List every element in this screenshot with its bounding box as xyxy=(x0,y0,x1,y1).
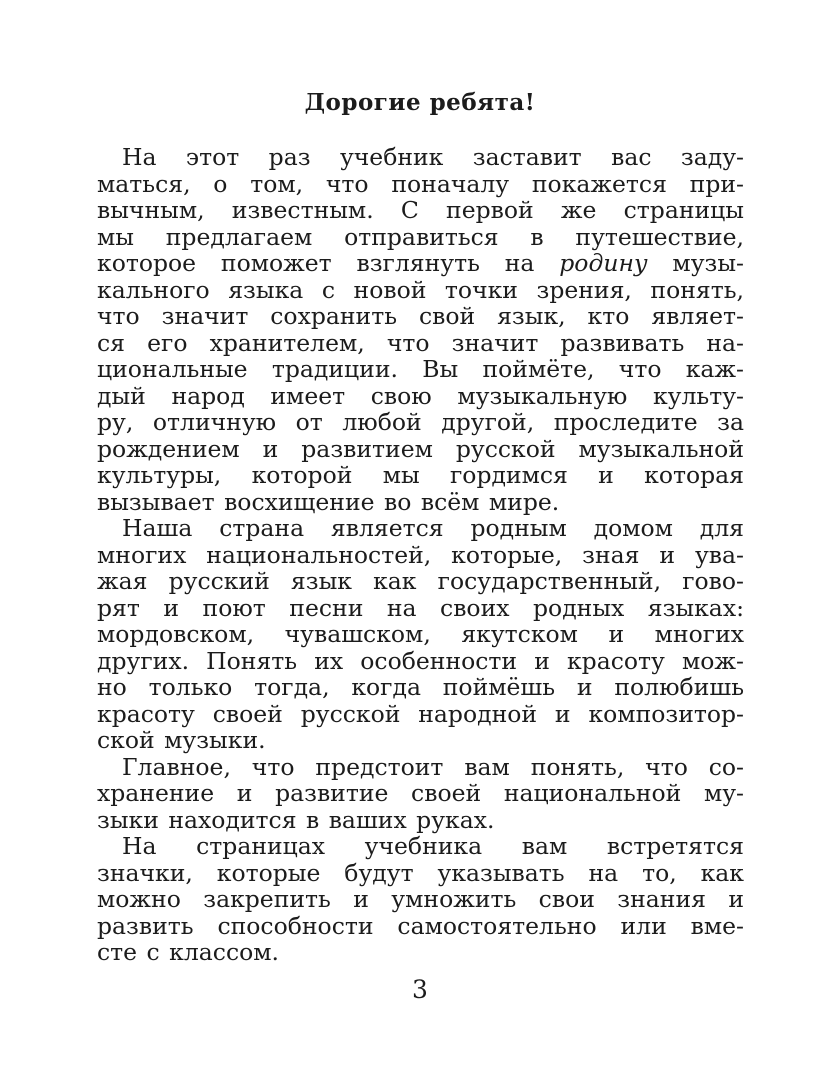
text-line: маться, о том, что поначалу покажется при- xyxy=(97,169,744,198)
page-number: 3 xyxy=(412,975,428,1004)
text-line: ской музыки. xyxy=(97,726,266,754)
text-line: значки, которые будут указывать на то, как xyxy=(97,858,744,887)
text-line: зыки находится в ваших руках. xyxy=(97,805,495,834)
text-line: мордовском, чувашском, якутском и многих xyxy=(97,620,744,648)
text-line: мы предлагаем отправиться в путешествие, xyxy=(97,222,744,251)
emphasized-word: родину xyxy=(559,249,648,277)
text-line: сте с классом. xyxy=(97,938,280,966)
text-line: других. Понять их особенности и красоту мож- xyxy=(97,646,744,675)
text-line: рождением и развитием русской музыкальной xyxy=(97,434,744,463)
text-line: можно закрепить и умножить свои знания и xyxy=(97,885,744,913)
text-line: что значит сохранить свой язык, кто являет- xyxy=(97,302,744,330)
text-line: рят и поют песни на своих родных языках: xyxy=(97,593,744,622)
text-line: хранение и развитие своей национальной му- xyxy=(97,779,744,807)
page-title: Дорогие ребята! xyxy=(304,89,536,116)
text-line: красоту своей русской народной и композитор- xyxy=(97,699,744,728)
text-line: но только тогда, когда поймёшь и полюбишь xyxy=(97,673,744,701)
text-line: циональные традиции. Вы поймёте, что каж- xyxy=(97,355,744,383)
text-line: Наша страна является родным домом для xyxy=(122,514,744,542)
text-line: ру, отличную от любой другой, проследите за xyxy=(97,408,744,436)
text-line: Главное, что предстоит вам понять, что со- xyxy=(122,752,744,781)
text-line: ся его хранителем, что значит развивать на- xyxy=(97,328,744,357)
text-line: дый народ имеет свою музыкальную культу- xyxy=(97,381,744,410)
text-line: культуры, которой мы гордимся и которая xyxy=(97,461,744,489)
text-line: кального языка с новой точки зрения, понять, xyxy=(97,275,744,304)
text-line: развить способности самостоятельно или вме- xyxy=(97,911,744,940)
text-line: многих национальностей, которые, зная и ува- xyxy=(97,540,744,569)
text-line: жая русский язык как государственный, гово- xyxy=(97,567,744,595)
text-line: вычным, известным. С первой же страницы xyxy=(97,196,744,224)
text-line: которое поможет взглянуть на родину музы- xyxy=(97,249,744,277)
text-line: На этот раз учебник заставит вас заду- xyxy=(122,143,744,171)
text-line: вызывает восхищение во всём мире. xyxy=(97,487,560,516)
text-line: На страницах учебника вам встретятся xyxy=(122,832,744,860)
